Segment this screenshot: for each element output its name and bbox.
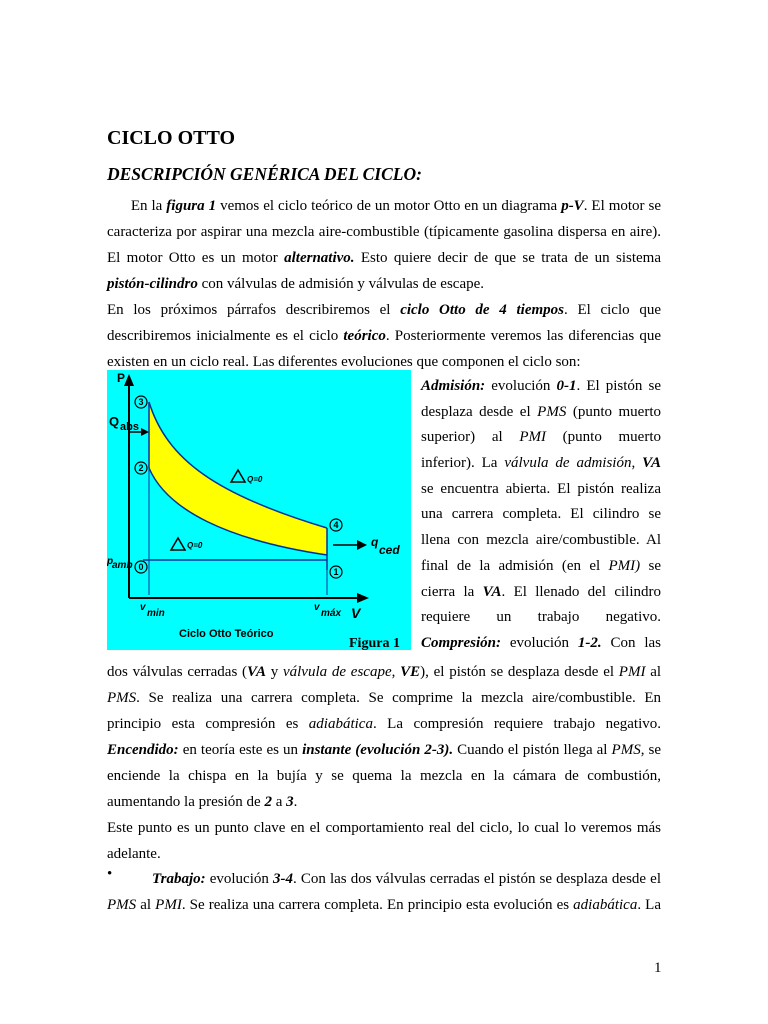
point-2-label: 2: [138, 463, 144, 473]
p2-line-2: describiremos inicialmente es el ciclo teórico. Posteriormente veremos las diferencias que: [107, 328, 661, 344]
q-ced-label: q: [371, 535, 379, 549]
side-line-7: llena con mezcla aire/combustible. Al: [421, 532, 661, 549]
point-3-label: 3: [138, 397, 144, 407]
admission-description: [421, 374, 661, 657]
delta-q-bottom-label: Q=0: [187, 541, 203, 550]
compression-paragraph: [107, 659, 661, 815]
p5-line-1: Trabajo: evolución 3-4. Con las dos válvulas cerradas el pistón se desplaza desde el: [152, 871, 661, 887]
p5-line-2: PMS al PMI. Se realiza una carrera completa. En principio esta evolución es adiabática. La: [107, 897, 661, 913]
p4-line-1: Este punto es un punto clave en el comportamiento real del ciclo, lo cual lo veremos más: [107, 820, 661, 836]
q-abs-sub: abs: [120, 421, 139, 433]
side-line-4: inferior). La válvula de admisión, VA: [421, 455, 662, 472]
p4-line-2: adelante.: [107, 846, 161, 862]
q-ced-arrow-head: [357, 540, 367, 550]
cycle-area: [149, 402, 327, 555]
side-line-5: se encuentra abierta. El pistón realiza: [421, 480, 661, 497]
p-amb-label: p: [107, 556, 114, 567]
side-line-8: final de la admisión (en el PMI) se: [421, 557, 661, 574]
v-min-label: v: [140, 602, 146, 613]
p3-line-4: Encendido: en teoría este es un instante (evolución 2-3). Cuando el pistón llega al PMS, se: [107, 742, 661, 758]
figure-inner-caption: Ciclo Otto Teórico: [179, 628, 274, 640]
q-ced-sub: ced: [379, 543, 400, 557]
paragraph-cycle: [107, 297, 661, 375]
point-1-label: 1: [333, 567, 339, 577]
side-line-9: cierra la VA. El llenado del cilindro: [421, 583, 661, 600]
intro-paragraph: [107, 193, 661, 297]
point-0-label: 0: [138, 562, 144, 572]
bullet-marker: •: [107, 866, 113, 882]
p3-line-5: enciende la chispa en la bujía y se quema la mezcla en la cámara de combustión,: [107, 768, 661, 784]
delta-icon-bottom: [171, 538, 185, 550]
side-line-2: desplaza desde el PMS (punto muerto: [421, 403, 661, 420]
side-line-3: superior) al PMI (punto muerto: [421, 429, 661, 446]
figure-caption: Figura 1: [349, 636, 400, 650]
v-max-label: v: [314, 602, 320, 613]
v-max-sub: máx: [321, 608, 342, 619]
delta-q-top-label: Q=0: [247, 475, 263, 484]
q-abs-arrow-head: [141, 428, 149, 436]
p3-line-6: aumentando la presión de 2 a 3.: [107, 794, 298, 810]
intro-line-1: En la figura 1 vemos el ciclo teórico de un motor Otto en un diagrama p-V. El motor se: [130, 198, 662, 214]
section-heading: DESCRIPCIÓN GENÉRICA DEL CICLO:: [107, 164, 422, 184]
p3-line-1: dos válvulas cerradas (VA y válvula de escape, VE), el pistón se desplaza desde el PMI al: [107, 664, 662, 680]
axis-v-label: V: [351, 605, 361, 621]
p2-line-1: En los próximos párrafos describiremos el ciclo Otto de 4 tiempos. El ciclo que: [107, 302, 661, 318]
p2-line-3: existen en un ciclo real. Las diferentes evoluciones que componen el ciclo son:: [107, 354, 581, 370]
v-min-sub: min: [147, 608, 165, 619]
v-axis-arrow: [357, 593, 369, 603]
side-line-6: una carrera completa. El cilindro se: [421, 506, 661, 523]
work-paragraph: [107, 866, 661, 918]
point-4-label: 4: [333, 520, 339, 530]
figure-1: [107, 370, 411, 650]
side-line-1: Admisión: evolución 0-1. El pistón se: [421, 378, 662, 394]
q-abs-label: Q: [109, 414, 120, 429]
page-title: CICLO OTTO: [107, 127, 235, 149]
delta-icon-top: [231, 470, 245, 482]
intro-line-4: pistón-cilindro con válvulas de admisión y válvulas de escape.: [107, 276, 485, 292]
side-line-10: requiere un trabajo negativo.: [421, 609, 661, 626]
p3-line-2: PMS. Se realiza una carrera completa. Se comprime la mezcla aire/combustible. En: [107, 690, 661, 706]
page-number: 1: [654, 960, 662, 976]
intro-line-2: caracteriza por aspirar una mezcla aire-combustible (típicamente gasolina dispersa en aire).: [107, 224, 661, 240]
otto-cycle-diagram: [107, 370, 411, 650]
p-amb-sub: amb: [112, 560, 133, 571]
intro-line-3: El motor Otto es un motor alternativo. Esto quiere decir de que se trata de un sistema: [107, 250, 662, 266]
key-point-paragraph: [107, 815, 661, 867]
side-line-11: Compresión: evolución 1-2. Con las: [421, 634, 661, 651]
axis-p-label: P: [117, 371, 126, 385]
p3-line-3: principio esta compresión es adiabática. La compresión requiere trabajo negativo.: [107, 716, 661, 732]
p-axis-arrow: [124, 374, 134, 386]
